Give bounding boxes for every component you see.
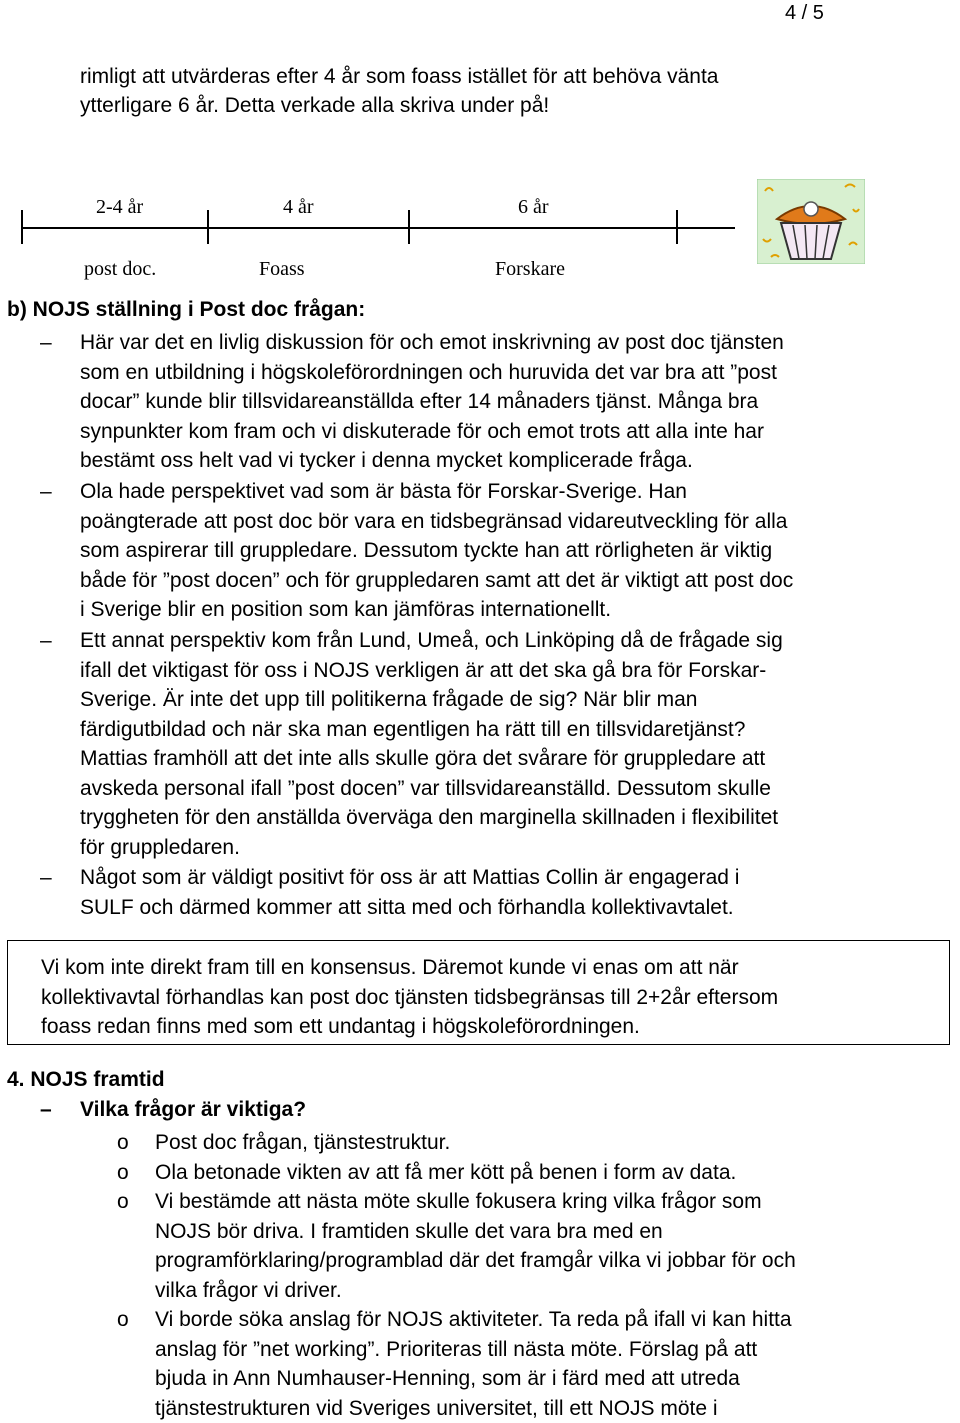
intro-paragraph bbox=[80, 62, 930, 120]
circle-bullet: o bbox=[117, 1187, 129, 1217]
text-line: Ola hade perspektivet vad som är bästa för Forskar-Sverige. Han bbox=[80, 477, 940, 507]
text-line: Vi borde söka anslag för NOJS aktiviteter. Ta reda på ifall vi kan hitta bbox=[155, 1305, 945, 1335]
text-line: anslag för ”net working”. Prioriteras till nästa möte. Förslag på att bbox=[155, 1335, 945, 1365]
text-line: foass redan finns med som ett undantag i högskoleförordningen. bbox=[41, 1012, 949, 1042]
text-line: Vi bestämde att nästa möte skulle fokusera kring vilka frågor som bbox=[155, 1187, 945, 1217]
timeline-bottom-label: Foass bbox=[259, 258, 305, 281]
section-b-heading: b) NOJS ställning i Post doc frågan: bbox=[7, 298, 365, 322]
list-item bbox=[155, 1187, 945, 1305]
subheading-text: Vilka frågor är viktiga? bbox=[80, 1098, 306, 1121]
list-item bbox=[155, 1305, 945, 1423]
list-item bbox=[80, 328, 940, 476]
text-line: Ett annat perspektiv kom från Lund, Umeå, och Linköping då de frågade sig bbox=[80, 626, 940, 656]
text-line: Något som är väldigt positivt för oss är att Mattias Collin är engagerad i bbox=[80, 863, 940, 893]
intro-line: ytterligare 6 år. Detta verkade alla skriva under på! bbox=[80, 91, 930, 120]
conclusion-box bbox=[7, 940, 950, 1045]
list-item bbox=[80, 477, 940, 625]
text-line: programförklaring/programblad där det framgår vilka vi jobbar för och bbox=[155, 1246, 945, 1276]
dash-bullet: – bbox=[40, 477, 52, 507]
list-item bbox=[80, 626, 940, 862]
timeline-top-label: 6 år bbox=[518, 196, 549, 219]
circle-bullet: o bbox=[117, 1305, 129, 1335]
timeline-top-label: 2-4 år bbox=[96, 196, 143, 219]
text-line: Vi kom inte direkt fram till en konsensus. Däremot kunde vi enas om att när bbox=[41, 953, 949, 983]
timeline-bottom-label: post doc. bbox=[84, 258, 156, 281]
text-line: bestämt oss helt vad vi tycker i denna mycket komplicerade fråga. bbox=[80, 446, 940, 476]
text-line: Ola betonade vikten av att få mer kött på benen i form av data. bbox=[155, 1158, 945, 1188]
list-item bbox=[80, 863, 940, 922]
intro-line: rimligt att utvärderas efter 4 år som foass istället för att behöva vänta bbox=[80, 62, 930, 91]
text-line: NOJS bör driva. I framtiden skulle det vara bra med en bbox=[155, 1217, 945, 1247]
dash-bullet: – bbox=[40, 1098, 52, 1122]
text-line: tryggheten för den anställda överväga den marginella skillnaden i flexibilitet bbox=[80, 803, 940, 833]
timeline-top-label: 4 år bbox=[283, 196, 314, 219]
text-line: docar” kunde blir tillsvidareanställda efter 14 månaders tjänst. Många bra bbox=[80, 387, 940, 417]
dash-bullet: – bbox=[40, 328, 52, 358]
text-line: tjänstestrukturen vid Sveriges universitet, till ett NOJS möte i bbox=[155, 1394, 945, 1423]
dash-bullet: – bbox=[40, 863, 52, 893]
text-line: kollektivavtal förhandlas kan post doc tjänsten tidsbegränsas till 2+2år eftersom bbox=[41, 983, 949, 1013]
text-line: bjuda in Ann Numhauser-Henning, som är i färd med att utreda bbox=[155, 1364, 945, 1394]
page-number: 4 / 5 bbox=[785, 2, 824, 25]
section-4-subheading bbox=[80, 1098, 306, 1122]
text-line: som en utbildning i högskoleförordningen och huruvida det var bra att ”post bbox=[80, 358, 940, 388]
dash-bullet: – bbox=[40, 626, 52, 656]
text-line: som aspirerar till gruppledare. Dessutom tyckte han att rörligheten är viktig bbox=[80, 536, 940, 566]
cupcake-clipart-icon bbox=[757, 179, 865, 264]
text-line: Sverige. Är inte det upp till politikerna frågade de sig? När blir man bbox=[80, 685, 940, 715]
text-line: Mattias framhöll att det inte alls skulle göra det svårare för gruppledare att bbox=[80, 744, 940, 774]
text-line: färdigutbildad och när ska man egentligen ha rätt till en tillsvidaretjänst? bbox=[80, 715, 940, 745]
text-line: både för ”post docen” och för gruppledaren samt att det är viktigt att post doc bbox=[80, 566, 940, 596]
text-line: SULF och därmed kommer att sitta med och förhandla kollektivavtalet. bbox=[80, 893, 940, 923]
circle-bullet: o bbox=[117, 1158, 129, 1188]
list-item bbox=[155, 1128, 945, 1158]
circle-bullet: o bbox=[117, 1128, 129, 1158]
timeline-bottom-label: Forskare bbox=[495, 258, 565, 281]
text-line: synpunkter kom fram och vi diskuterade för och emot trots att alla inte har bbox=[80, 417, 940, 447]
text-line: avskeda personal ifall ”post docen” var tillsvidareanställd. Dessutom skulle bbox=[80, 774, 940, 804]
text-line: för gruppledaren. bbox=[80, 833, 940, 863]
text-line: poängterade att post doc bör vara en tidsbegränsad vidareutveckling för alla bbox=[80, 507, 940, 537]
text-line: vilka frågor vi driver. bbox=[155, 1276, 945, 1306]
text-line: Post doc frågan, tjänstestruktur. bbox=[155, 1128, 945, 1158]
text-line: Här var det en livlig diskussion för och emot inskrivning av post doc tjänsten bbox=[80, 328, 940, 358]
list-item bbox=[155, 1158, 945, 1188]
text-line: ifall det viktigast för oss i NOJS verkligen är att det ska gå bra för Forskar- bbox=[80, 656, 940, 686]
text-line: i Sverige blir en position som kan jämföras internationellt. bbox=[80, 595, 940, 625]
section-4-heading: 4. NOJS framtid bbox=[7, 1068, 165, 1092]
